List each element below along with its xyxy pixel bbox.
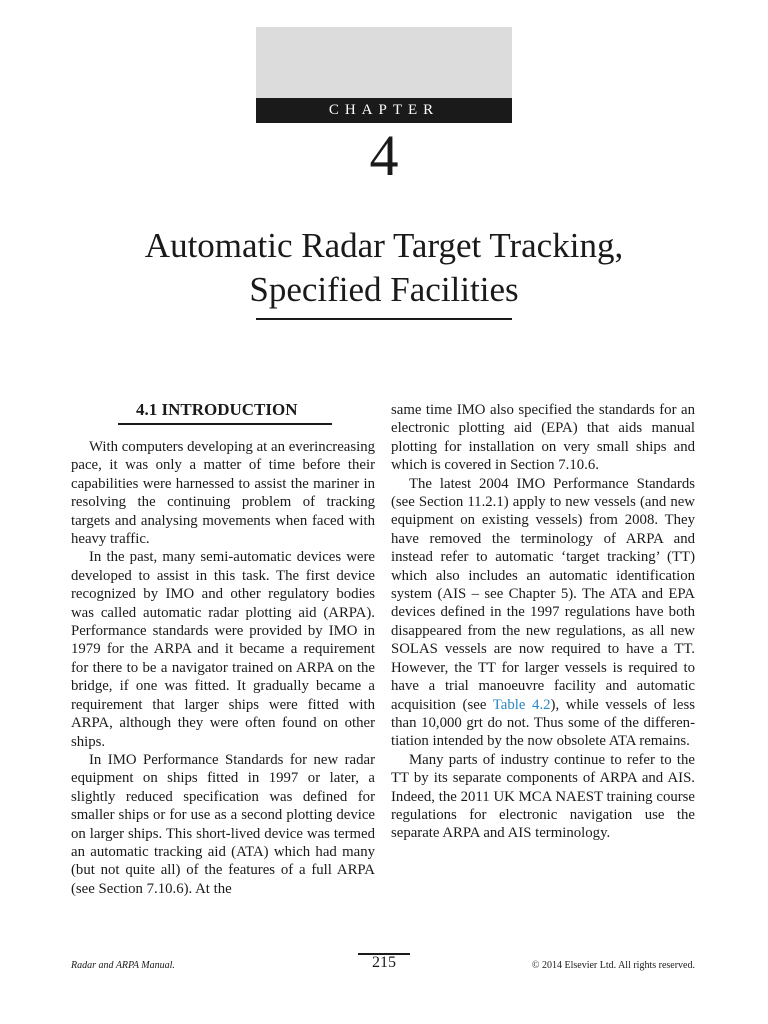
chapter-header-box (256, 27, 512, 98)
footer-book-title: Radar and ARPA Manual. (71, 960, 175, 971)
paragraph-text: The latest 2004 IMO Performance Standards (see Section 11.2.1) apply to new vessels (and new equipment on existing vessels) from 2008. They have removed the terminology of ARPA and instead refer to automatic ‘target tracking’ (TT) which also includes an automatic identification system (AIS – see Chapter 5). The ATA and EPA devices defined in the 1997 regulations have both disappeared from the new regulations, as all new SOLAS vessels are now required to have a TT. However, the TT for larger vessels is required to have a trial manoeuvre facility and automatic acquisition (see (391, 475, 695, 713)
left-column (71, 438, 375, 898)
chapter-title (40, 224, 728, 312)
chapter-title-line-1: Automatic Radar Target Tracking, (144, 226, 624, 265)
chapter-title-line-2: Specified Facilities (249, 270, 519, 309)
footer-copyright: © 2014 Elsevier Ltd. All rights reserved. (531, 960, 695, 971)
section-divider (118, 423, 332, 425)
chapter-number: 4 (369, 123, 399, 188)
page-number: 215 (372, 954, 396, 971)
paragraph: Many parts of industry continue to refer to the TT by its separate components of ARPA and AIS. Indeed, the 2011 UK MCA NAEST training course regulations for electronic navigation use the separate ARPA and AIS terminology. (391, 751, 695, 842)
title-divider (256, 318, 512, 320)
right-column (391, 401, 695, 843)
paragraph: With computers developing at an everincreasing pace, it was only a matter of time before their capabilities were harnessed to assist the mariner in resolving the continuing problem of tracking targets and analysing movements when faced with heavy traffic. (71, 439, 375, 548)
paragraph-text: ), while vessels of less than 10,000 grt do not. Thus some of the differentiation intended by the now obsolete ATA remains. (391, 696, 695, 750)
chapter-label: CHAPTER (256, 98, 512, 123)
paragraph: same time IMO also specified the standards for an electronic plotting aid (EPA) that aids manual plotting for installation on very small ships and which is covered in Section 7.10.6. (391, 402, 695, 474)
paragraph: In the past, many semi-automatic devices were developed to assist in this task. The first device recognized by IMO and other regulatory bodies was called automatic radar plotting aid (ARPA). Performance standards were provided by IMO in 1979 for the ARPA and it became a requirement for there to be a navigator trained on ARPA on the bridge, if one was fitted. It gradually became a requirement that larger ships were fitted with ARPA, although they were often found on other ships. (71, 549, 375, 750)
paragraph (391, 475, 695, 751)
section-heading: 4.1 INTRODUCTION (136, 400, 298, 419)
paragraph: In IMO Performance Standards for new radar equipment on ships fitted in 1997 or later, a slightly reduced specification was defined for smaller ships or for use as a second plotting device on larger ships. This short-lived device was termed an automatic tracking aid (ATA) which had many (but not quite all) of the features of a full ARPA (see Section 7.10.6). At the (71, 751, 375, 897)
table-reference-link[interactable]: Table 4.2 (492, 696, 551, 713)
